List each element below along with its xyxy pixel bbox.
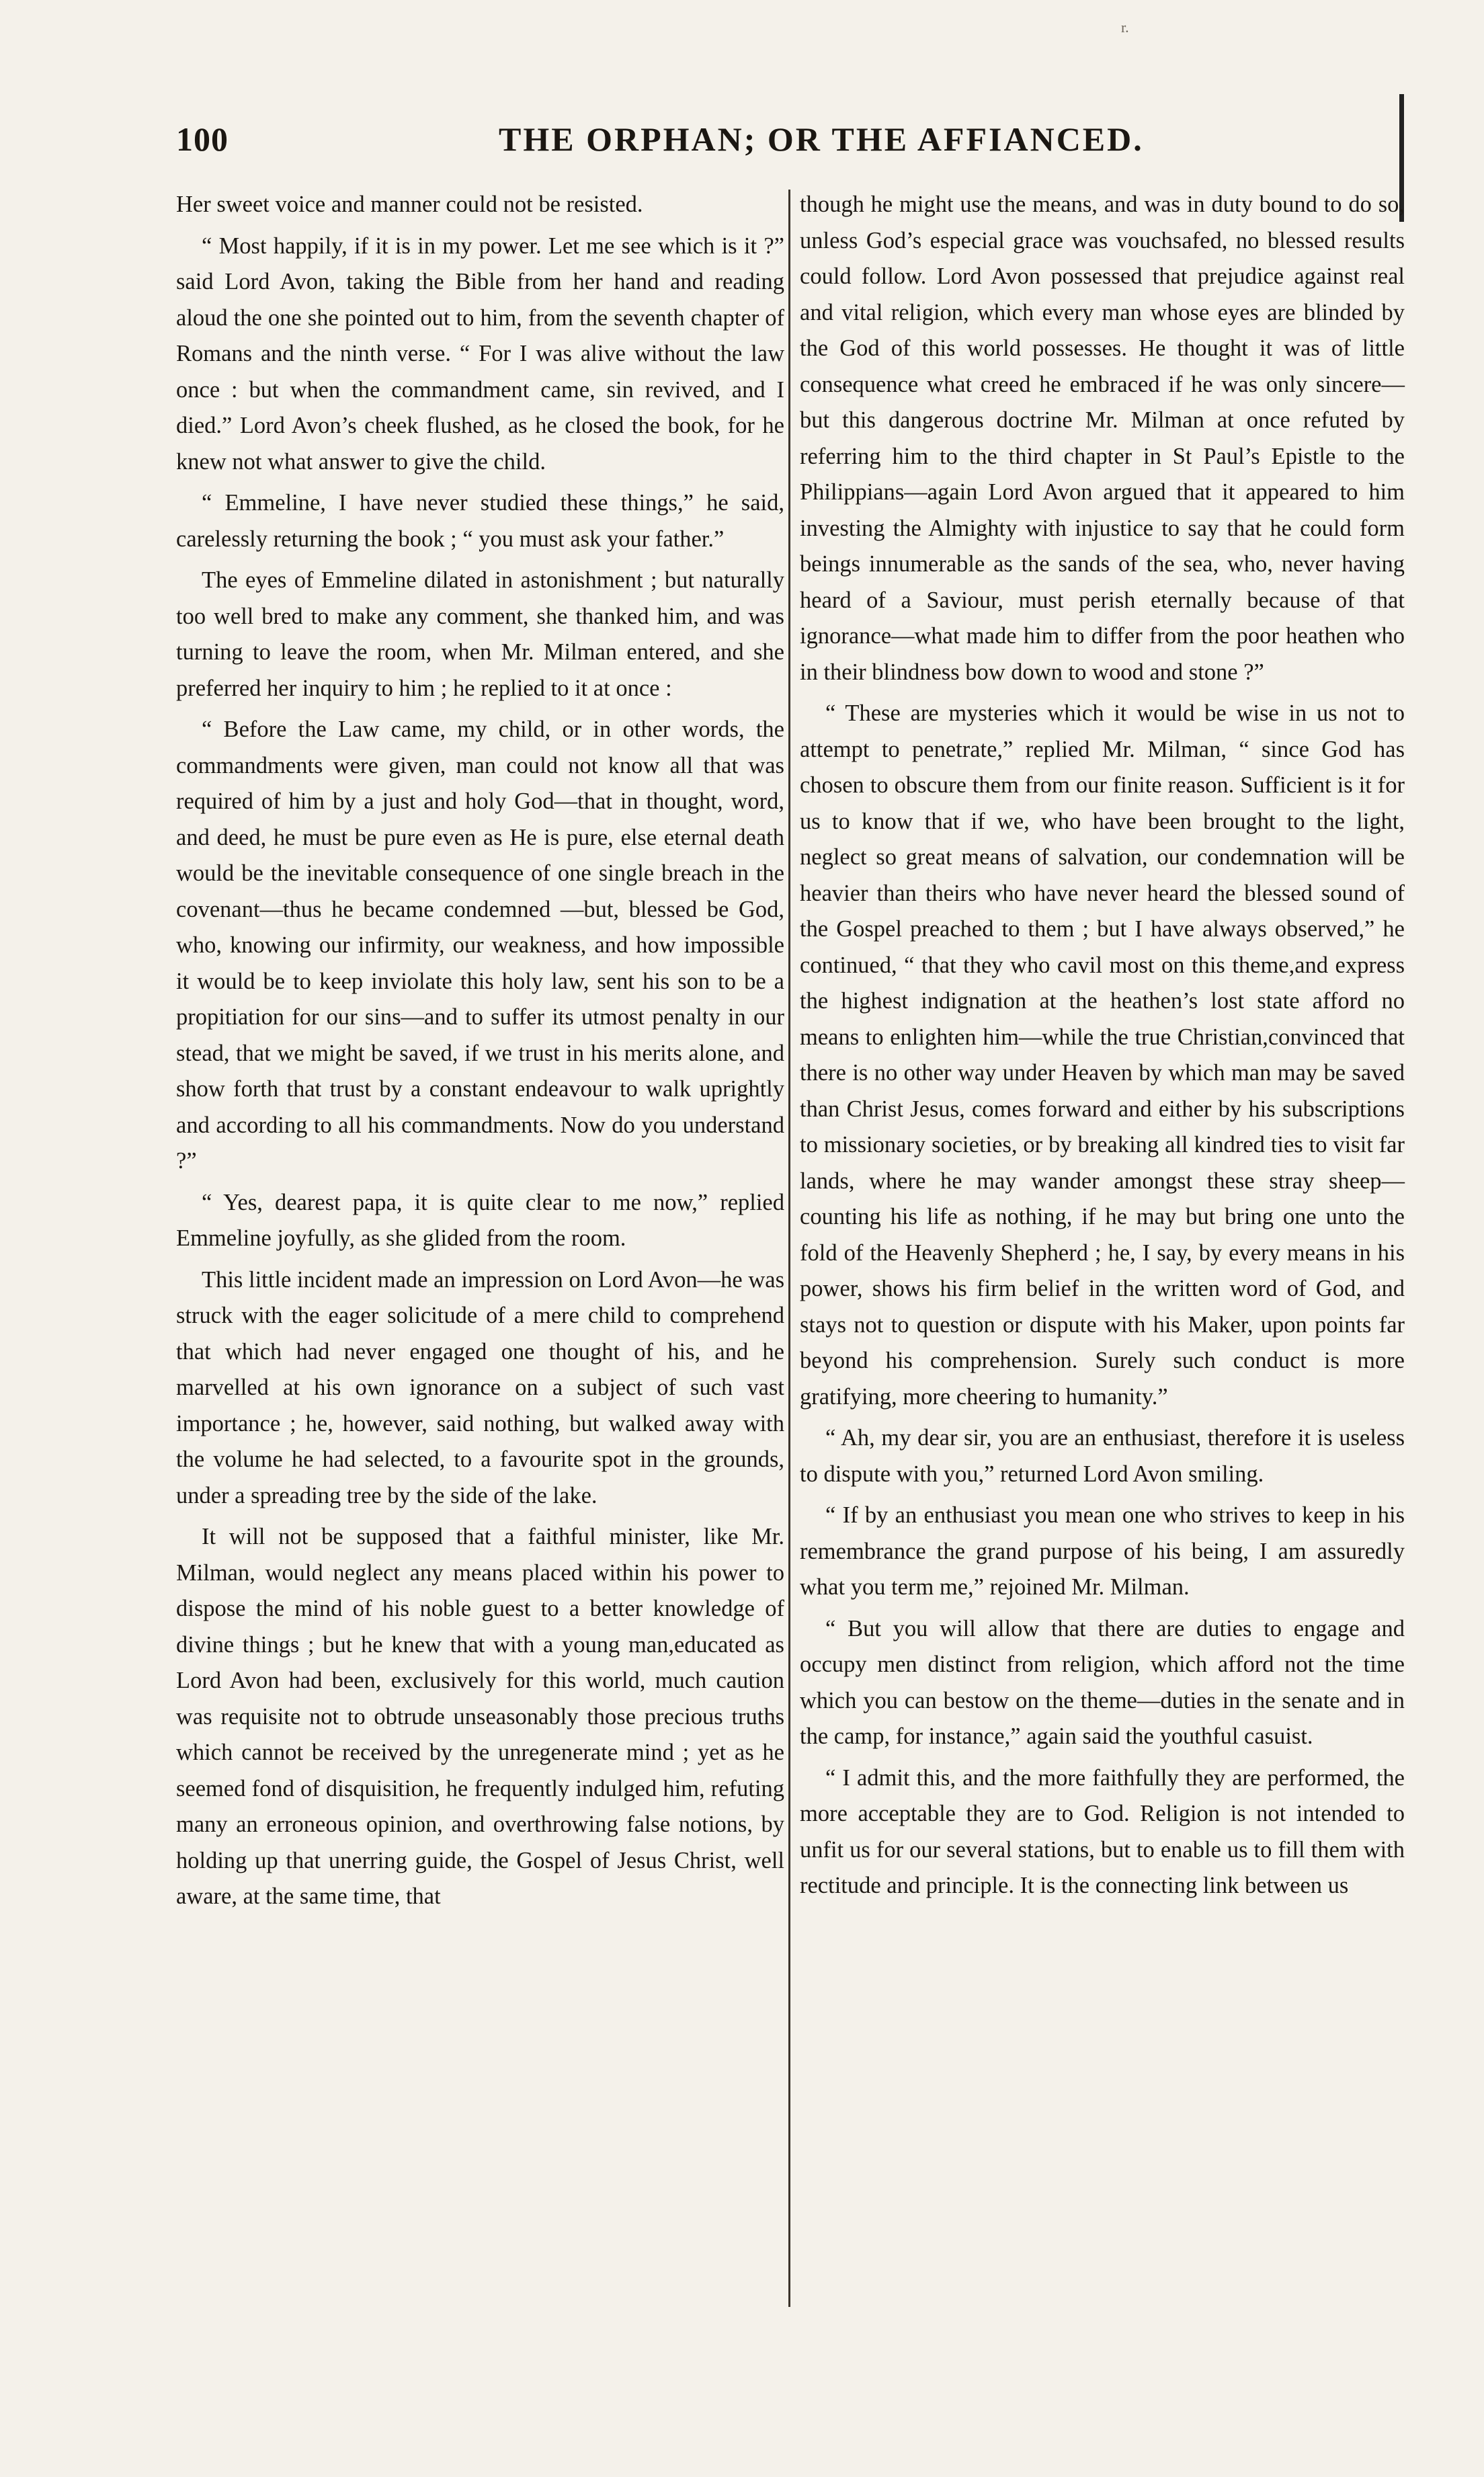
left-column (176, 187, 784, 1920)
paragraph: “ Yes, dearest papa, it is quite clear to me now,” replied Emmeline joyfully, as she glided from the room. (176, 1189, 784, 1251)
paragraph: Her sweet voice and manner could not be resisted. (176, 192, 643, 217)
paragraph: “ Most happily, if it is in my power. Let me see which is it ?” said Lord Avon, taking the Bible from her hand and reading aloud the one she pointed out to him, from the seventh chapter of Romans and the ninth verse. “ For I was alive without the law once : but when the commandment came, sin revived, and I died.” Lord Avon’s cheek flushed, as he closed the book, for he knew not what answer to give the child. (176, 233, 784, 475)
paragraph: This little incident made an impression on Lord Avon—he was struck with the eager solicitude of a mere child to comprehend that which had never engaged one thought of his, and he marvelled at his own ignorance on a subject of such vast importance ; he, however, said nothing, but walked away with the volume he had selected, to a favourite spot in the grounds, under a spreading tree by the side of the lake. (176, 1266, 784, 1508)
paragraph: “ If by an enthusiast you mean one who strives to keep in his remembrance the grand purpose of his being, I am assuredly what you term me,” rejoined Mr. Milman. (800, 1502, 1405, 1600)
paragraph: though he might use the means, and was in duty bound to do so, unless God’s especial grace was vouchsafed, no blessed results could follow. Lord Avon possessed that prejudice against real and vital religion, which every man whose eyes are blinded by the God of this world possesses. He thought it was of little consequence what creed he embraced if he was only sincere—but this dangerous doctrine Mr. Milman at once refuted by referring him to the third chapter in St Paul’s Epistle to the Philippians—again Lord Avon argued that it appeared to him investing the Almighty with injustice to say that he could form beings innumerable as the sands of the sea, who, never having heard of a Saviour, must perish eternally because of that ignorance—what made him to differ from the poor heathen who in their blindness bow down to wood and stone ?” (800, 192, 1405, 685)
running-title: THE ORPHAN; OR THE AFFIANCED. (499, 120, 1144, 158)
paragraph: “ But you will allow that there are duties to engage and occupy men distinct from religion, which afford not the time which you can bestow on the theme—duties in the senate and in the camp, for instance,” again said the youthful casuist. (800, 1615, 1405, 1749)
page-header (176, 120, 1396, 173)
page-number: 100 (176, 120, 229, 158)
paragraph: The eyes of Emmeline dilated in astonishment ; but naturally too well bred to make any comment, she thanked him, and was turning to leave the room, when Mr. Milman entered, and she preferred her inquiry to him ; he replied to it at once : (176, 567, 784, 701)
paragraph: “ Ah, my dear sir, you are an enthusiast, therefore it is useless to dispute with you,” returned Lord Avon smiling. (800, 1425, 1405, 1487)
paragraph: “ Emmeline, I have never studied these things,” he said, carelessly returning the book ; “ you must ask your father.” (176, 490, 784, 552)
paragraph: “ I admit this, and the more faithfully they are performed, the more acceptable they are to God. Religion is not intended to unfit us for our several stations, but to enable us to fill them with rectitude and principle. It is the connecting link between us (800, 1764, 1405, 1898)
column-divider (788, 190, 790, 2307)
paragraph: “ These are mysteries which it would be wise in us not to attempt to penetrate,” replied Mr. Milman, “ since God has chosen to obscure them from our finite reason. Sufficient is it for us to know that if we, who have been brought to the light, neglect so great means of salvation, our condemnation will be heavier than theirs who have never heard the blessed sound of the Gospel preached to them ; but I have always observed,” he continued, “ that they who cavil most on this theme,and express the highest indignation at the heathen’s lost state afford no means to enlighten him—while the true Christian,convinced that there is no other way under Heaven by which man may be saved than Christ Jesus, comes forward and either by his subscriptions to missionary societies, or by breaking all kindred ties to visit far lands, where he may wander amongst these stray sheep—counting his life as nothing, if he may but bring one unto the fold of the Heavenly Shepherd ; he, I say, by every means in his power, shows his firm belief in the written word of God, and stays not to question or dispute with his Maker, upon points far beyond his comprehension. Surely such conduct is more gratifying, more cheering to humanity.” (800, 700, 1405, 1410)
right-column (800, 187, 1405, 1910)
paragraph: It will not be supposed that a faithful minister, like Mr. Milman, would neglect any means placed within his power to dispose the mind of his noble guest to a better knowledge of divine things ; but he knew that with a young man,educated as Lord Avon had been, exclusively for this world, much caution was requisite not to obtrude unseasonably those precious truths which cannot be received by the unregenerate mind ; yet as he seemed fond of disquisition, he frequently indulged him, refuting many an erroneous opinion, and overthrowing false notions, by holding up that unerring guide, the Gospel of Jesus Christ, well aware, at the same time, that (176, 1524, 784, 1909)
paragraph: “ Before the Law came, my child, or in other words, the commandments were given, man could not know all that was required of him by a just and holy God—that in thought, word, and deed, he must be pure even as He is pure, else eternal death would be the inevitable consequence of one single breach in the covenant—thus he became condemned —but, blessed be God, who, knowing our infirmity, our weakness, and how impossible it would be to keep inviolate this holy law, sent his son to be a propitiation for our sins—and to suffer its utmost penalty in our stead, that we might be saved, if we trust in his merits alone, and show forth that trust by a constant endeavour to walk uprightly and according to all his commandments. Now do you understand ?” (176, 717, 784, 1174)
corner-mark: r. (1121, 19, 1129, 36)
